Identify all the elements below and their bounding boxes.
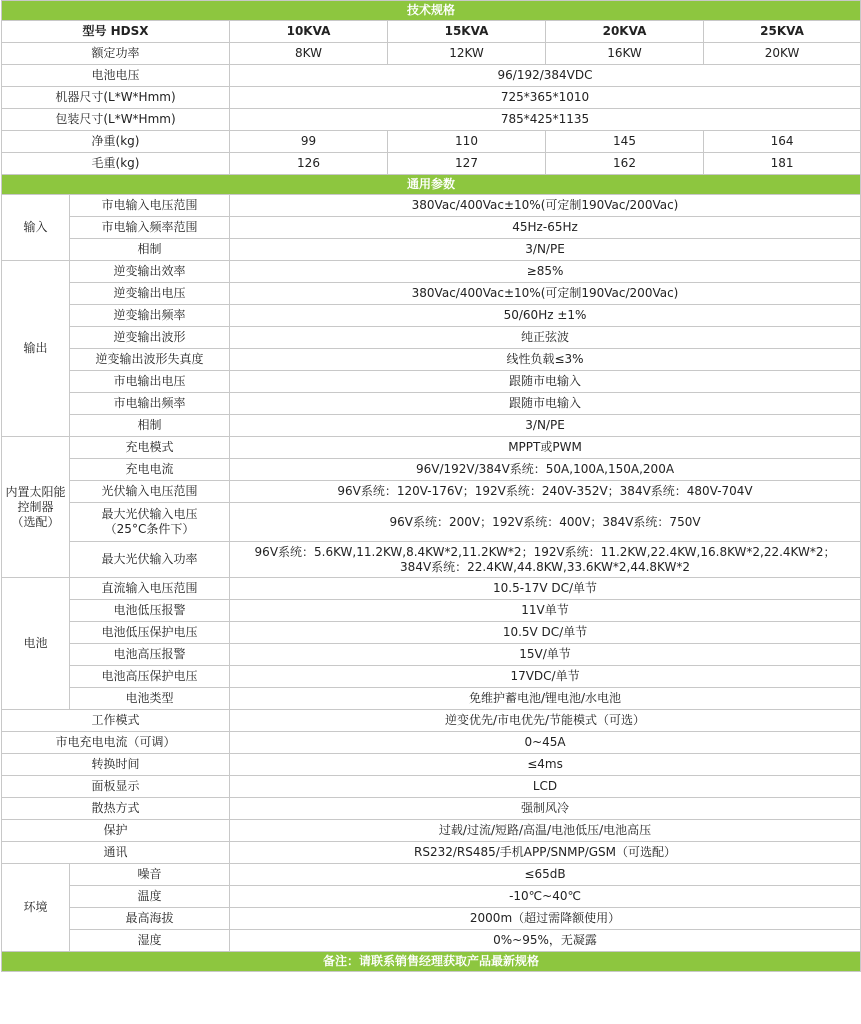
input-row-label: 相制 [70, 239, 230, 261]
output-row-value: 跟随市电输入 [230, 393, 861, 415]
rated-power-20kva: 16KW [546, 43, 704, 65]
environment-row-label: 温度 [70, 886, 230, 908]
output-row-value: 3/N/PE [230, 415, 861, 437]
net-weight-20kva: 145 [546, 131, 704, 153]
input-row-value: 45Hz-65Hz [230, 217, 861, 239]
machine-size-label: 机器尺寸(L*W*Hmm) [2, 87, 230, 109]
solar-row-value: 96V系统：200V；192V系统：400V；384V系统：750V [230, 503, 861, 542]
package-size-label: 包装尺寸(L*W*Hmm) [2, 109, 230, 131]
net-weight-15kva: 110 [388, 131, 546, 153]
misc-row-label: 工作模式 [2, 710, 230, 732]
input-row-label: 市电输入电压范围 [70, 195, 230, 217]
output-row-value: 50/60Hz ±1% [230, 305, 861, 327]
battery-category: 电池 [2, 578, 70, 710]
environment-row-label: 湿度 [70, 930, 230, 952]
model-20kva: 20KVA [546, 21, 704, 43]
output-row-value: 线性负载≤3% [230, 349, 861, 371]
environment-row-value: 2000m（超过需降额使用） [230, 908, 861, 930]
solar-category-line3: （选配） [11, 514, 60, 529]
output-row-label: 逆变输出波形失真度 [70, 349, 230, 371]
output-row-label: 市电输出电压 [70, 371, 230, 393]
max-pv-power-line2: 384V系统：22.4KW,44.8KW,33.6KW*2,44.8KW*2 [400, 559, 690, 574]
general-header: 通用参数 [2, 175, 861, 195]
package-size-value: 785*425*1135 [230, 109, 861, 131]
misc-row-value: 0~45A [230, 732, 861, 754]
gross-weight-15kva: 127 [388, 153, 546, 175]
rated-power-label: 额定功率 [2, 43, 230, 65]
net-weight-label: 净重(kg) [2, 131, 230, 153]
misc-row-value: ≤4ms [230, 754, 861, 776]
solar-row-value: 96V/192V/384V系统：50A,100A,150A,200A [230, 459, 861, 481]
output-row-value: 380Vac/400Vac±10%(可定制190Vac/200Vac) [230, 283, 861, 305]
model-label: 型号 HDSX [2, 21, 230, 43]
rated-power-10kva: 8KW [230, 43, 388, 65]
model-15kva: 15KVA [388, 21, 546, 43]
battery-row-value: 17VDC/单节 [230, 666, 861, 688]
max-pv-power-line1: 96V系统：5.6KW,11.2KW,8.4KW*2,11.2KW*2；192V系统：11.2KW,22.4KW,16.8KW*2,22.4KW*2； [254, 544, 836, 559]
net-weight-25kva: 164 [704, 131, 861, 153]
battery-row-value: 10.5-17V DC/单节 [230, 578, 861, 600]
output-category: 输出 [2, 261, 70, 437]
solar-row-label: 光伏输入电压范围 [70, 481, 230, 503]
solar-category [2, 437, 70, 578]
battery-row-value: 15V/单节 [230, 644, 861, 666]
misc-row-value: LCD [230, 776, 861, 798]
environment-row-label: 最高海拔 [70, 908, 230, 930]
battery-row-label: 电池高压报警 [70, 644, 230, 666]
battery-voltage-value: 96/192/384VDC [230, 65, 861, 87]
rated-power-25kva: 20KW [704, 43, 861, 65]
input-category: 输入 [2, 195, 70, 261]
footer-note: 备注：请联系销售经理获取产品最新规格 [2, 952, 861, 972]
gross-weight-20kva: 162 [546, 153, 704, 175]
environment-row-value: -10℃~40℃ [230, 886, 861, 908]
battery-row-value: 免维护蓄电池/锂电池/水电池 [230, 688, 861, 710]
misc-row-value: 强制风冷 [230, 798, 861, 820]
max-pv-voltage-label-line2: （25°C条件下） [104, 522, 195, 536]
battery-row-label: 直流输入电压范围 [70, 578, 230, 600]
output-row-label: 逆变输出波形 [70, 327, 230, 349]
battery-row-label: 电池低压报警 [70, 600, 230, 622]
spec-table [1, 0, 861, 972]
misc-row-label: 保护 [2, 820, 230, 842]
input-row-value: 380Vac/400Vac±10%(可定制190Vac/200Vac) [230, 195, 861, 217]
output-row-label: 逆变输出效率 [70, 261, 230, 283]
machine-size-value: 725*365*1010 [230, 87, 861, 109]
solar-row-label: 最大光伏输入功率 [70, 542, 230, 578]
battery-row-value: 10.5V DC/单节 [230, 622, 861, 644]
gross-weight-label: 毛重(kg) [2, 153, 230, 175]
battery-row-label: 电池类型 [70, 688, 230, 710]
gross-weight-25kva: 181 [704, 153, 861, 175]
output-row-value: 纯正弦波 [230, 327, 861, 349]
input-row-label: 市电输入频率范围 [70, 217, 230, 239]
environment-row-value: 0%~95%，无凝露 [230, 930, 861, 952]
misc-row-label: 散热方式 [2, 798, 230, 820]
output-row-label: 逆变输出电压 [70, 283, 230, 305]
misc-row-value: RS232/RS485/手机APP/SNMP/GSM（可选配） [230, 842, 861, 864]
battery-row-label: 电池低压保护电压 [70, 622, 230, 644]
output-row-label: 逆变输出频率 [70, 305, 230, 327]
solar-row-label: 充电电流 [70, 459, 230, 481]
solar-category-line2: 控制器 [17, 499, 54, 514]
misc-row-label: 面板显示 [2, 776, 230, 798]
output-row-value: 跟随市电输入 [230, 371, 861, 393]
environment-category: 环境 [2, 864, 70, 952]
solar-row-label: 充电模式 [70, 437, 230, 459]
misc-row-label: 转换时间 [2, 754, 230, 776]
model-10kva: 10KVA [230, 21, 388, 43]
solar-category-line1: 内置太阳能 [5, 484, 66, 499]
environment-row-label: 噪音 [70, 864, 230, 886]
misc-row-value: 过载/过流/短路/高温/电池低压/电池高压 [230, 820, 861, 842]
battery-row-label: 电池高压保护电压 [70, 666, 230, 688]
solar-row-value [230, 542, 861, 578]
misc-row-label: 市电充电电流（可调） [2, 732, 230, 754]
environment-row-value: ≤65dB [230, 864, 861, 886]
rated-power-15kva: 12KW [388, 43, 546, 65]
net-weight-10kva: 99 [230, 131, 388, 153]
battery-voltage-label: 电池电压 [2, 65, 230, 87]
model-25kva: 25KVA [704, 21, 861, 43]
output-row-value: ≥85% [230, 261, 861, 283]
misc-row-value: 逆变优先/市电优先/节能模式（可选） [230, 710, 861, 732]
output-row-label: 市电输出频率 [70, 393, 230, 415]
battery-row-value: 11V单节 [230, 600, 861, 622]
spec-header: 技术规格 [2, 1, 861, 21]
max-pv-voltage-label-line1: 最大光伏输入电压 [101, 507, 198, 521]
output-row-label: 相制 [70, 415, 230, 437]
solar-row-value: MPPT或PWM [230, 437, 861, 459]
input-row-value: 3/N/PE [230, 239, 861, 261]
solar-row-label [70, 503, 230, 542]
gross-weight-10kva: 126 [230, 153, 388, 175]
solar-row-value: 96V系统：120V-176V；192V系统：240V-352V；384V系统：480V-704V [230, 481, 861, 503]
misc-row-label: 通讯 [2, 842, 230, 864]
